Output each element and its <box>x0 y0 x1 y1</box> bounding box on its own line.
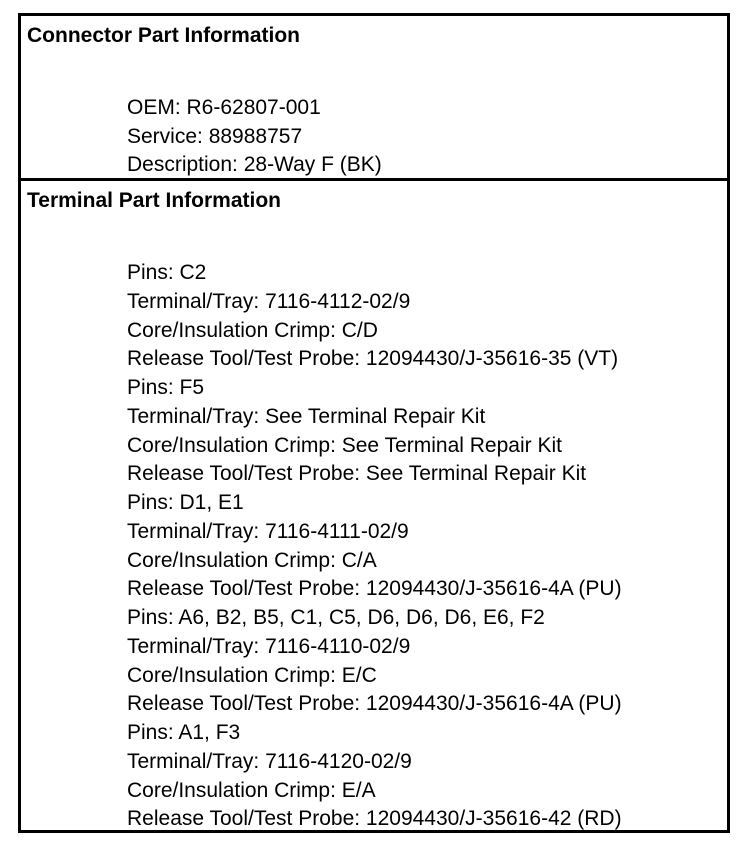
terminal-line: Core/Insulation Crimp: C/D <box>127 318 378 342</box>
terminal-line: Terminal/Tray: 7116-4120-02/9 <box>127 749 412 773</box>
terminal-section-title: Terminal Part Information <box>27 189 281 212</box>
terminal-line: Terminal/Tray: See Terminal Repair Kit <box>127 404 486 428</box>
terminal-line: Pins: D1, E1 <box>127 491 244 514</box>
terminal-line: Terminal/Tray: 7116-4110-02/9 <box>127 634 411 658</box>
connector-service-line: Service: 88988757 <box>127 124 303 148</box>
terminal-line: Core/Insulation Crimp: E/A <box>127 778 376 802</box>
terminal-line: Release Tool/Test Probe: 12094430/J-35616-4A (PU) <box>127 692 622 716</box>
terminal-line: Pins: C2 <box>127 261 207 284</box>
connector-oem-line: OEM: R6-62807-001 <box>127 96 321 119</box>
terminal-line: Pins: A1, F3 <box>127 721 241 744</box>
connector-description-line: Description: 28-Way F (BK) <box>127 153 382 176</box>
connector-info-list <box>127 94 382 180</box>
connector-section-title: Connector Part Information <box>27 24 301 47</box>
terminal-line: Pins: F5 <box>127 376 205 399</box>
terminal-line: Pins: A6, B2, B5, C1, C5, D6, D6, D6, E6, F2 <box>127 606 545 629</box>
terminal-line: Core/Insulation Crimp: E/C <box>127 663 377 687</box>
terminal-line: Release Tool/Test Probe: 12094430/J-35616-35 (VT) <box>127 347 619 371</box>
terminal-line: Release Tool/Test Probe: 12094430/J-35616-42 (RD) <box>127 807 622 831</box>
terminal-line: Terminal/Tray: 7116-4112-02/9 <box>127 289 411 313</box>
part-information-table <box>18 13 730 833</box>
terminal-line: Core/Insulation Crimp: C/A <box>127 548 377 572</box>
terminal-info-list <box>127 259 622 834</box>
terminal-line: Release Tool/Test Probe: See Terminal Repair Kit <box>127 462 587 486</box>
terminal-line: Release Tool/Test Probe: 12094430/J-35616-4A (PU) <box>127 577 622 601</box>
terminal-line: Core/Insulation Crimp: See Terminal Repair Kit <box>127 433 562 457</box>
connector-part-section <box>21 16 727 181</box>
terminal-line: Terminal/Tray: 7116-4111-02/9 <box>127 519 409 543</box>
terminal-part-section <box>21 181 727 830</box>
